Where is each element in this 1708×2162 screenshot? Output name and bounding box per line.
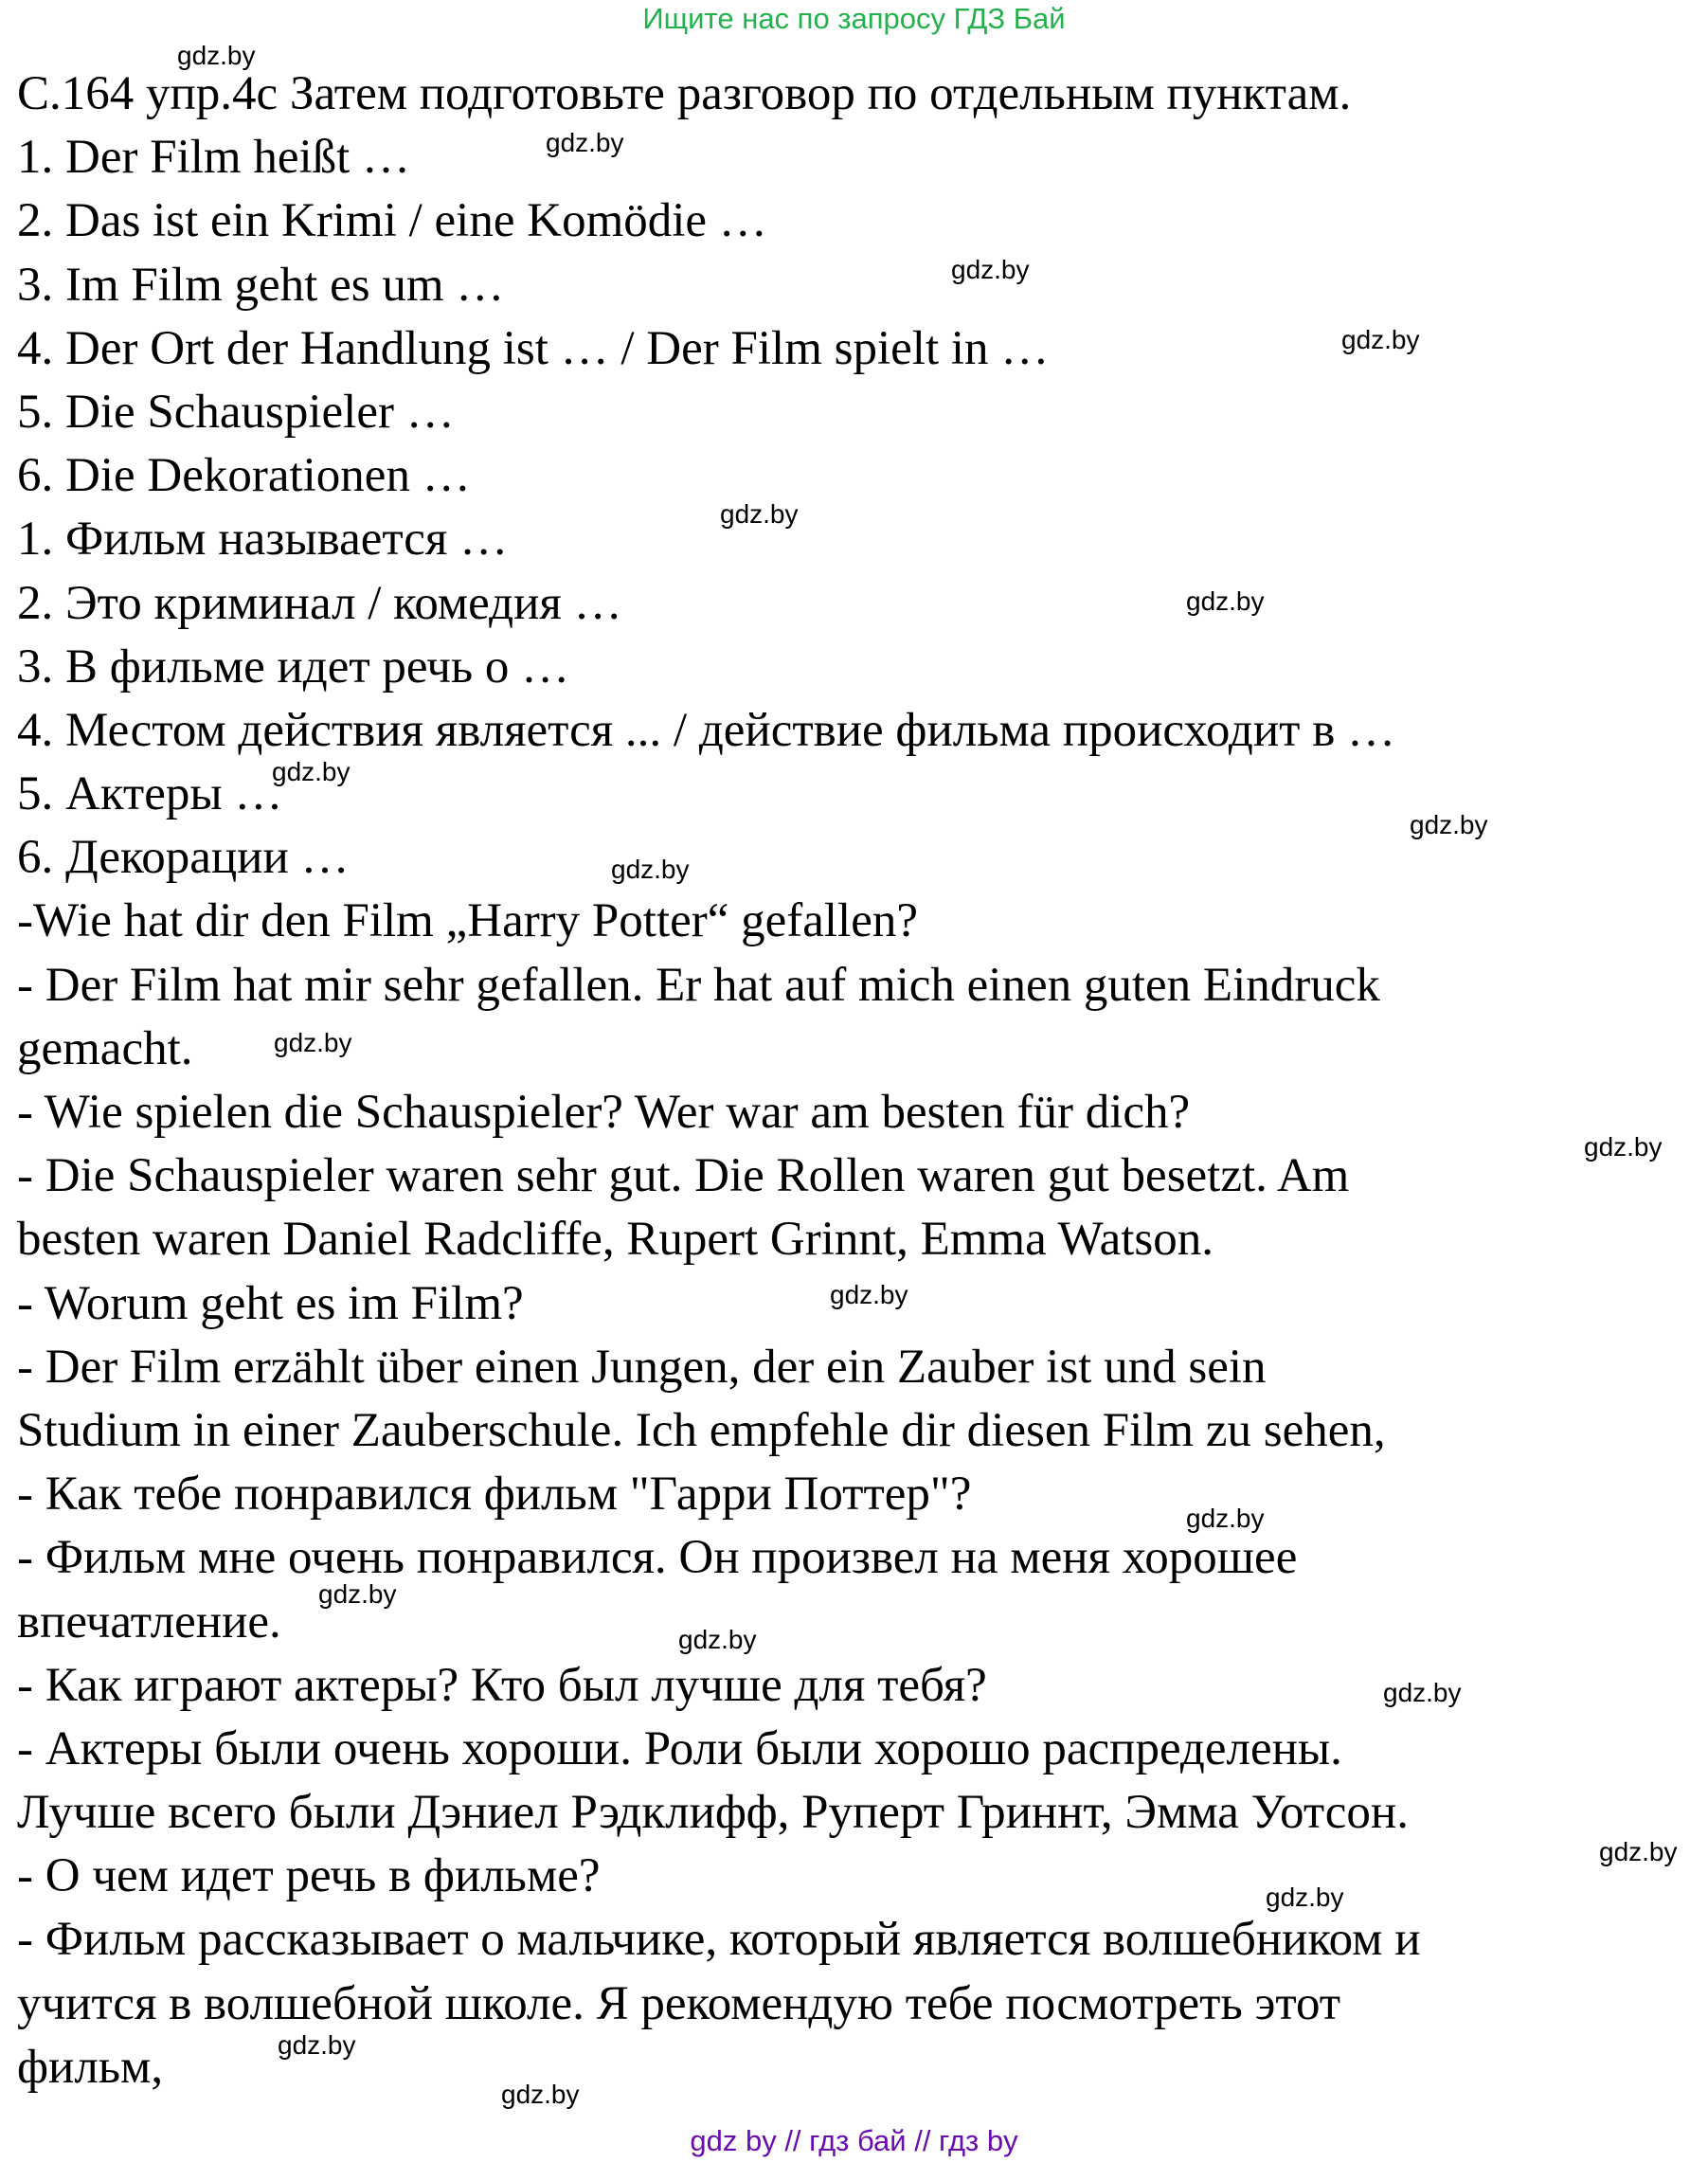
text-line: - Der Film hat mir sehr gefallen. Er hat auf mich einen guten Eindruck [17,958,1380,1012]
text-line: Лучше всего были Дэниел Рэдклифф, Руперт Гриннт, Эмма Уотсон. [17,1786,1409,1840]
watermark: gdz.by [546,128,624,157]
text-line: - Актеры были очень хороши. Роли были хорошо распределены. [17,1721,1342,1775]
text-line: Studium in einer Zauberschule. Ich empfehle dir diesen Film zu sehen, [17,1403,1386,1457]
exercise-heading: С.164 упр.4с Затем подготовьте разговор по отдельным пунктам. [17,67,1352,120]
text-line: учится в волшебной школе. Я рекомендую тебе посмотреть этот [17,1976,1341,2030]
text-line: 1. Фильм называется … [17,513,509,567]
text-line: 5. Актеры … [17,767,283,821]
text-line: - Der Film erzählt über einen Jungen, der ein Zauber ist und sein [17,1340,1267,1394]
text-line: 2. Это криминал / комедия … [17,576,622,630]
text-line: 2. Das ist ein Krimi / eine Komödie … [17,194,767,248]
text-line: - Как тебе понравился фильм "Гарри Поттер"? [17,1468,972,1522]
text-line: 5. Die Schauspieler … [17,385,455,439]
site-banner: Ищите нас по запросу ГДЗ Бай [642,2,1066,35]
text-line: - Как играют актеры? Кто был лучше для тебя? [17,1658,987,1712]
watermark: gdz.by [951,255,1030,284]
document-body [17,63,1694,2099]
watermark: gdz.by [1266,1883,1344,1912]
watermark: gdz.by [1584,1132,1663,1162]
watermark: gdz.by [1383,1678,1462,1707]
text-line: 3. В фильме идет речь о … [17,640,570,694]
text-line: - Фильм мне очень понравился. Он произвел на меня хорошее [17,1531,1298,1585]
watermark: gdz.by [830,1280,908,1309]
text-line: 4. Местом действия является ... / действие фильма происходит в … [17,703,1396,757]
text-line: фильм, [17,2040,164,2094]
watermark: gdz.by [720,499,799,529]
watermark: gdz.by [177,41,256,70]
text-line: 6. Декорации … [17,831,350,885]
watermark: gdz.by [501,2080,580,2109]
text-line: gemacht. [17,1021,193,1075]
watermark: gdz.by [611,855,690,884]
text-line: 1. Der Film heißt … [17,131,411,185]
watermark: gdz.by [678,1625,757,1654]
text-line: 6. Die Dekorationen … [17,449,471,503]
text-line: - Фильм рассказывает о мальчике, который является волшебником и [17,1913,1421,1967]
text-line: 4. Der Ort der Handlung ist … / Der Film spielt in … [17,321,1050,375]
text-line: - Worum geht es im Film? [17,1276,524,1330]
watermark: gdz.by [1186,586,1265,616]
text-line: впечатление. [17,1594,281,1649]
text-line: - О чем идет речь в фильме? [17,1849,601,1903]
site-footer: gdz by // гдз бай // гдз by [690,2124,1018,2157]
watermark: gdz.by [278,2030,356,2060]
watermark: gdz.by [318,1579,397,1609]
watermark: gdz.by [272,757,351,786]
watermark: gdz.by [1599,1837,1678,1866]
watermark: gdz.by [1341,325,1420,354]
text-line: 3. Im Film geht es um … [17,258,505,312]
watermark: gdz.by [1186,1504,1265,1533]
text-line: besten waren Daniel Radcliffe, Rupert Grinnt, Emma Watson. [17,1213,1214,1267]
text-line: -Wie hat dir den Film „Harry Potter“ gefallen? [17,894,918,948]
watermark: gdz.by [274,1028,352,1057]
watermark: gdz.by [1410,810,1488,839]
text-line: - Die Schauspieler waren sehr gut. Die Rollen waren gut besetzt. Am [17,1149,1350,1203]
text-line: - Wie spielen die Schauspieler? Wer war am besten für dich? [17,1086,1191,1139]
